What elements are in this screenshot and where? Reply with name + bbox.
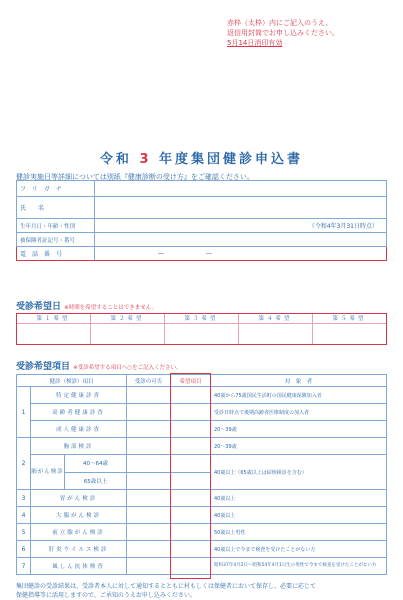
row-number: 7 [17,558,31,575]
row-number: 4 [17,507,31,524]
notice-expiry: 5月14日消印有効 [227,39,283,47]
preferred-date-inputs [17,324,386,344]
birth-field[interactable] [95,219,387,233]
choice-5-field[interactable] [313,324,386,344]
choice-4-label: 第４希望 [239,314,313,323]
item-label: 成人健康診査 [31,421,127,438]
row-number: 3 [17,490,31,507]
item-label: 高齢者健康診査 [31,404,127,421]
choice-5-label: 第５希望 [332,316,367,322]
target-cell: 20〜39歳 [211,421,387,438]
hope-column-frame [170,373,211,579]
row-number: 2 [17,438,31,490]
choice-4-field[interactable] [239,324,313,344]
target-cell: 40歳以上 [211,490,387,507]
footer-line-1: 集団健診の受診結果は、受診者本人に対して通知するとともに村もしくは保健者において保存し、必要に応じて [16,583,317,590]
notice-box [227,18,387,48]
choice-1-field[interactable] [17,324,91,344]
header-doctor: 受診の可否 [127,375,171,387]
lung-sub-2: 65歳以上 [83,478,108,485]
choice-3-label: 第３希望 [165,314,239,323]
exam-items-heading [16,359,182,372]
lung-sub-1: 40〜64歳 [65,455,126,473]
target-cell: 40歳から75歳国民生活町の国民健康保険加入者 [211,387,387,404]
preferred-date-header [17,314,386,324]
header-hope: 希望項目 [171,375,211,387]
notice-line-2: 返信用封筒でお申し込みください。 [227,29,339,37]
phone-dash-2: ― [205,250,212,257]
insured-field[interactable] [95,233,387,247]
notice-line-1: 赤枠（太枠）内にご記入のうえ、 [227,19,333,27]
target-cell: 受診日時点で後期高齢者医療制度の加入者 [211,404,387,421]
header-item: 健診（検診）項目 [17,375,127,387]
target-cell: 昭和37年4月2日〜昭和54年4月1日生の男性で今まで検査を受けたことがない方 [211,558,387,575]
doctor-cell [127,472,171,490]
item-label: 胃がん検診 [31,490,127,507]
lung-item-cell [31,455,127,490]
furigana-label: フリガナ [17,181,95,197]
intro-text: 健診実施日等詳細については別紙『健康診断の受け方』をご確認ください。 [16,173,254,181]
target-cell: 40歳以上で今まで検査を受けたことがない方 [211,541,387,558]
footer-line-2: 保健指導等に活用しますので、ご承知のうえお申し込みください。 [16,592,196,599]
target-cell: 40歳以上（65歳以上は結核検診を含む） [211,455,387,490]
doctor-cell [127,404,171,421]
doctor-cell [127,524,171,541]
name-label: 氏 名 [17,197,95,219]
form-title [0,148,403,167]
choice-1-label: 第１希望 [17,314,91,323]
exam-items-note: ※受診希望する項目へ○をご記入ください。 [73,365,182,371]
furigana-field[interactable] [95,181,387,197]
preferred-date-note: ※時間を希望することはできません。 [64,305,158,311]
doctor-cell [127,421,171,438]
doctor-cell [127,507,171,524]
applicant-table [16,180,387,261]
doctor-cell [127,455,171,473]
item-label: 前立腺がん検診 [31,524,127,541]
item-label: 風しん抗体検査 [31,558,127,575]
birth-label: 生年月日・年齢・性別 [17,219,95,233]
preferred-date-title: 受診希望日 [16,302,62,312]
doctor-cell [127,541,171,558]
phone-field[interactable] [95,247,387,261]
item-label: 肝炎ウイルス検診 [31,541,127,558]
row-number: 1 [17,387,31,438]
item-label: 大腸がん検診 [31,507,127,524]
choice-2-field[interactable] [91,324,165,344]
name-field[interactable] [95,197,387,219]
phone-label: 電話番号 [17,247,95,261]
birth-note: （令和4年3月31日時点） [308,223,378,230]
title-year: 3 [139,152,152,167]
item-label: 肺がん検診 [31,455,65,489]
insured-label: 被保険者証記号・番号 [17,233,95,247]
target-cell: 20〜39歳 [211,438,387,455]
doctor-cell [127,438,171,455]
title-suffix: 年度集団健診申込書 [159,152,304,167]
item-label: 胸部検診 [31,438,127,455]
exam-items-title: 受診希望項目 [16,362,71,372]
header-target: 対 象 者 [211,375,387,387]
preferred-date-grid [16,313,387,345]
phone-dash-1: ― [158,250,164,257]
choice-3-field[interactable] [165,324,239,344]
row-number: 5 [17,524,31,541]
title-prefix: 令和 [99,152,132,167]
doctor-cell [127,558,171,575]
choice-2-label: 第２希望 [91,314,165,323]
target-cell: 50歳以上男性 [211,524,387,541]
row-number: 6 [17,541,31,558]
item-label: 特定健康診査 [31,387,127,404]
doctor-cell [127,387,171,404]
footer-note [16,582,387,600]
doctor-cell [127,490,171,507]
target-cell: 40歳以上 [211,507,387,524]
preferred-date-heading [16,299,157,312]
